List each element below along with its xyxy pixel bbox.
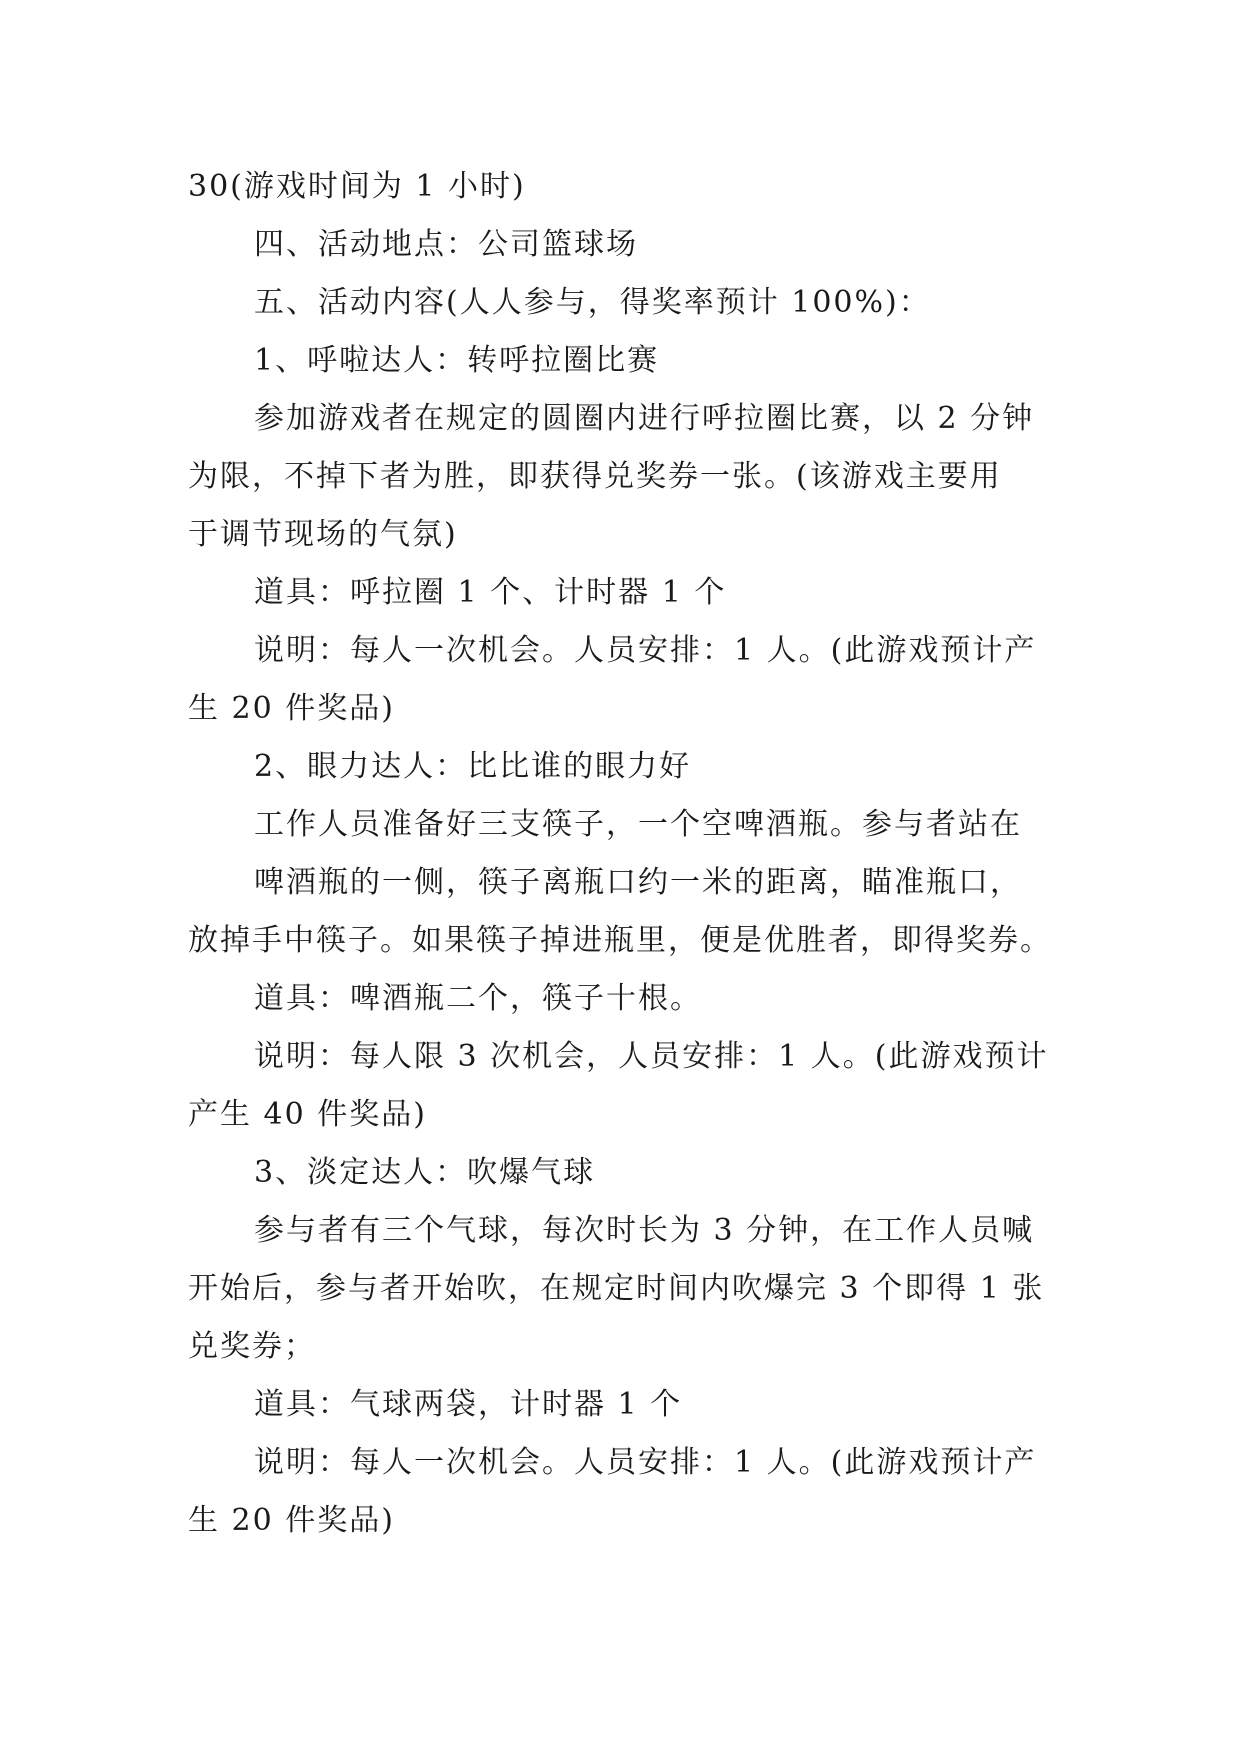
- text-line: 说明：每人一次机会。人员安排：1 人。(此游戏预计产: [254, 1445, 1037, 1480]
- item-heading-hula: 1、呼啦达人：转呼拉圈比赛: [254, 343, 660, 378]
- text-line: 工作人员准备好三支筷子，一个空啤酒瓶。参与者站在: [254, 807, 1022, 842]
- text-line: 参加游戏者在规定的圆圈内进行呼拉圈比赛，以 2 分钟: [254, 401, 1035, 436]
- item-heading-eyesight: 2、眼力达人：比比谁的眼力好: [254, 749, 692, 784]
- document-body: [188, 158, 1058, 1550]
- text-line: 兑奖券；: [188, 1329, 316, 1364]
- section-heading-content: 五、活动内容(人人参与，得奖率预计 100%)：: [254, 285, 931, 320]
- text-line: 道具：呼拉圈 1 个、计时器 1 个: [254, 575, 727, 610]
- section-heading-location: 四、活动地点：公司篮球场: [254, 227, 638, 262]
- text-line: 开始后，参与者开始吹，在规定时间内吹爆完 3 个即得 1 张: [188, 1271, 1045, 1306]
- text-line: 于调节现场的气氛): [188, 517, 458, 552]
- text-line: 道具：啤酒瓶二个，筷子十根。: [254, 981, 702, 1016]
- text-line: 30(游戏时间为 1 小时): [188, 169, 526, 204]
- text-line: 参与者有三个气球，每次时长为 3 分钟，在工作人员喊: [254, 1213, 1035, 1248]
- text-line: 放掉手中筷子。如果筷子掉进瓶里，便是优胜者，即得奖券。: [188, 923, 1052, 958]
- text-line: 为限，不掉下者为胜，即获得兑奖券一张。(该游戏主要用: [188, 459, 1002, 494]
- text-line: 生 20 件奖品): [188, 1503, 395, 1538]
- text-line: 说明：每人限 3 次机会，人员安排：1 人。(此游戏预计: [254, 1039, 1049, 1074]
- text-line: 生 20 件奖品): [188, 691, 395, 726]
- text-line: 说明：每人一次机会。人员安排：1 人。(此游戏预计产: [254, 633, 1037, 668]
- text-line: 啤酒瓶的一侧，筷子离瓶口约一米的距离，瞄准瓶口，: [254, 865, 1022, 900]
- item-heading-balloon: 3、淡定达人：吹爆气球: [254, 1155, 596, 1190]
- text-line: 产生 40 件奖品): [188, 1097, 427, 1132]
- text-line: 道具：气球两袋，计时器 1 个: [254, 1387, 683, 1422]
